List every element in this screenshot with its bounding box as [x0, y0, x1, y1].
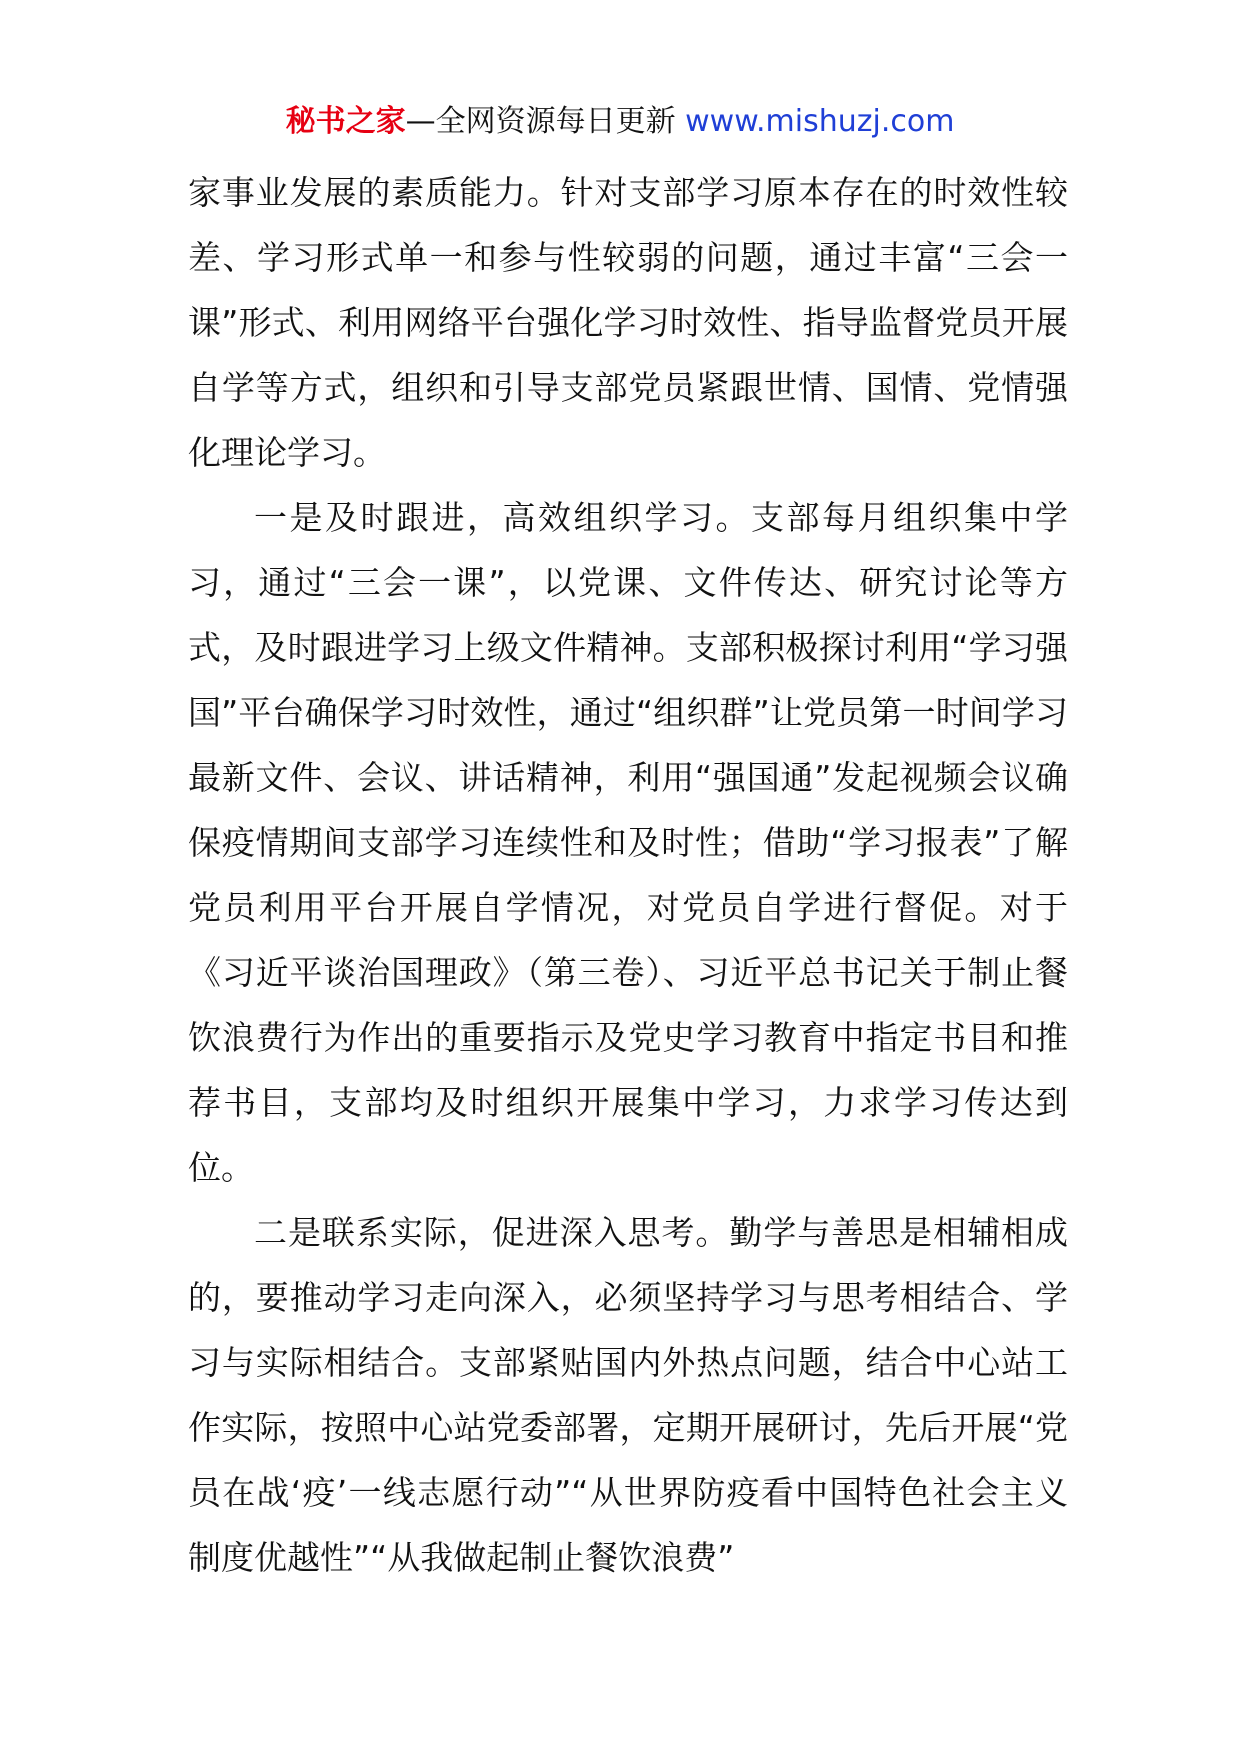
document-body	[188, 160, 1068, 1590]
header-tagline: —全网资源每日更新	[405, 104, 686, 139]
paragraph-timely-study: 一是及时跟进，高效组织学习。支部每月组织集中学习，通过“三会一课”，以党课、文件传达、研究讨论等方式，及时跟进学习上级文件精神。支部积极探讨利用“学习强国”平台确保学习时效性，通过“组织群”让党员第一时间学习最新文件、会议、讲话精神，利用“强国通”发起视频会议确保疫情期间支部学习连续性和及时性；借助“学习报表”了解党员利用平台开展自学情况，对党员自学进行督促。对于《习近平谈治国理政》（第三卷）、习近平总书记关于制止餐饮浪费行为作出的重要指示及党史学习教育中指定书目和推荐书目，支部均及时组织开展集中学习，力求学习传达到位。	[188, 498, 1068, 1187]
header-url-link[interactable]: www.mishuzj.com	[685, 104, 955, 139]
header-brand: 秘书之家	[285, 104, 406, 139]
paragraph-practical-thinking: 二是联系实际，促进深入思考。勤学与善思是相辅相成的，要推动学习走向深入，必须坚持学习与思考相结合、学习与实际相结合。支部紧贴国内外热点问题，结合中心站工作实际，按照中心站党委部署，定期开展研讨，先后开展“党员在战‘疫’一线志愿行动”“从世界防疫看中国特色社会主义制度优越性”“从我做起制止餐饮浪费”	[188, 1213, 1068, 1577]
page-header	[0, 100, 1240, 144]
paragraph-continued: 家事业发展的素质能力。针对支部学习原本存在的时效性较差、学习形式单一和参与性较弱的问题，通过丰富“三会一课”形式、利用网络平台强化学习时效性、指导监督党员开展自学等方式，组织和引导支部党员紧跟世情、国情、党情强化理论学习。	[188, 173, 1068, 472]
